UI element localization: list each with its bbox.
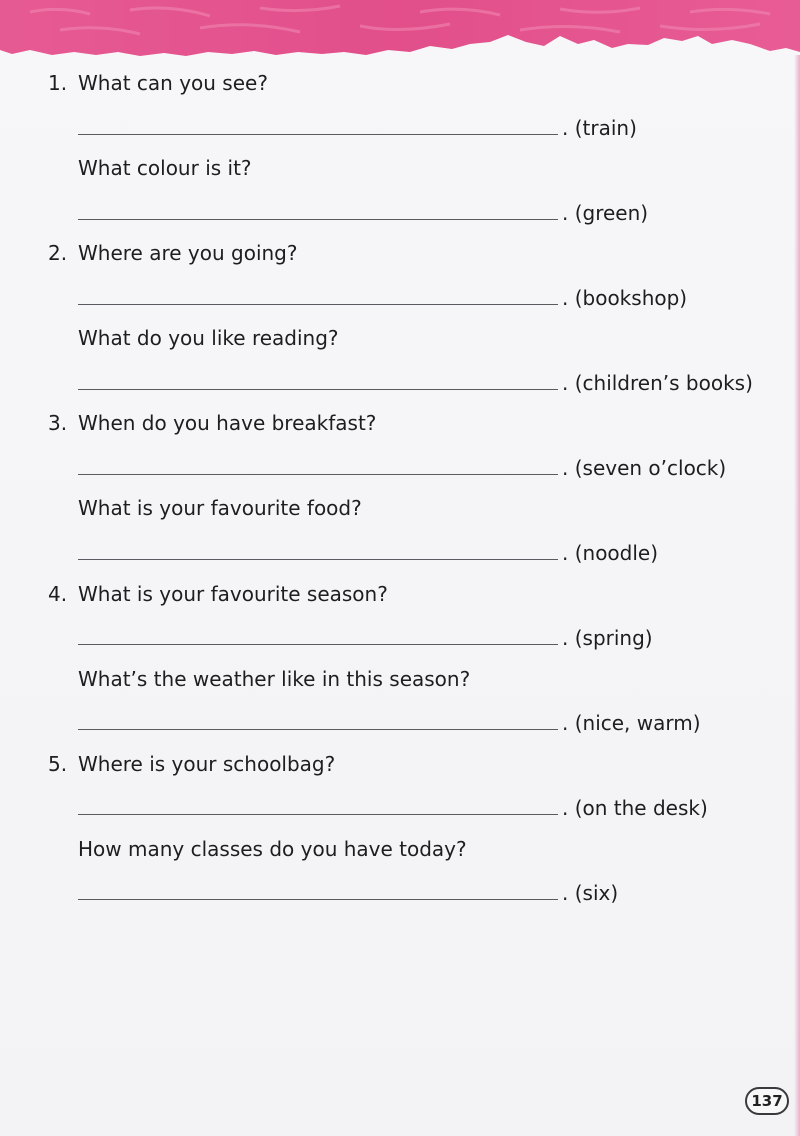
answer-line-5b <box>0 881 800 909</box>
answer-hint: . (nice, warm) <box>562 711 701 735</box>
question-number: 2. <box>48 241 68 265</box>
question-number: 3. <box>48 411 68 435</box>
torn-paper-banner <box>0 0 800 70</box>
answer-line-4a <box>0 626 800 654</box>
question-text: How many classes do you have today? <box>78 837 467 861</box>
top-banner <box>0 0 800 70</box>
question-text: When do you have breakfast? <box>78 411 377 435</box>
question-text: What colour is it? <box>78 156 252 180</box>
question-text: What’s the weather like in this season? <box>78 667 471 691</box>
question-text: What is your favourite season? <box>78 582 388 606</box>
question-text: What do you like reading? <box>78 326 339 350</box>
answer-line-2a <box>0 286 800 314</box>
answer-hint: . (children’s books) <box>562 371 753 395</box>
answer-blank[interactable] <box>78 644 558 645</box>
answer-line-5a <box>0 796 800 824</box>
answer-hint: . (seven o’clock) <box>562 456 727 480</box>
question-text: Where are you going? <box>78 241 298 265</box>
answer-blank[interactable] <box>78 219 558 220</box>
question-text: What is your favourite food? <box>78 496 362 520</box>
answer-hint: . (noodle) <box>562 541 659 565</box>
page-number-badge: 137 <box>745 1087 789 1115</box>
question-number: 4. <box>48 582 68 606</box>
answer-hint: . (bookshop) <box>562 286 688 310</box>
answer-blank[interactable] <box>78 729 558 730</box>
question-text: Where is your schoolbag? <box>78 752 336 776</box>
answer-blank[interactable] <box>78 814 558 815</box>
answer-blank[interactable] <box>78 899 558 900</box>
answer-hint: . (spring) <box>562 626 653 650</box>
answer-line-1b <box>0 201 800 229</box>
answer-line-3b <box>0 541 800 569</box>
answer-hint: . (train) <box>562 116 637 140</box>
answer-hint: . (green) <box>562 201 649 225</box>
answer-blank[interactable] <box>78 134 558 135</box>
question-text: What can you see? <box>78 71 268 95</box>
answer-hint: . (on the desk) <box>562 796 708 820</box>
question-number: 5. <box>48 752 68 776</box>
answer-blank[interactable] <box>78 474 558 475</box>
answer-line-1a <box>0 116 800 144</box>
answer-blank[interactable] <box>78 559 558 560</box>
answer-hint: . (six) <box>562 881 619 905</box>
answer-blank[interactable] <box>78 389 558 390</box>
question-number: 1. <box>48 71 68 95</box>
answer-blank[interactable] <box>78 304 558 305</box>
answer-line-2b <box>0 371 800 399</box>
answer-line-3a <box>0 456 800 484</box>
answer-line-4b <box>0 711 800 739</box>
